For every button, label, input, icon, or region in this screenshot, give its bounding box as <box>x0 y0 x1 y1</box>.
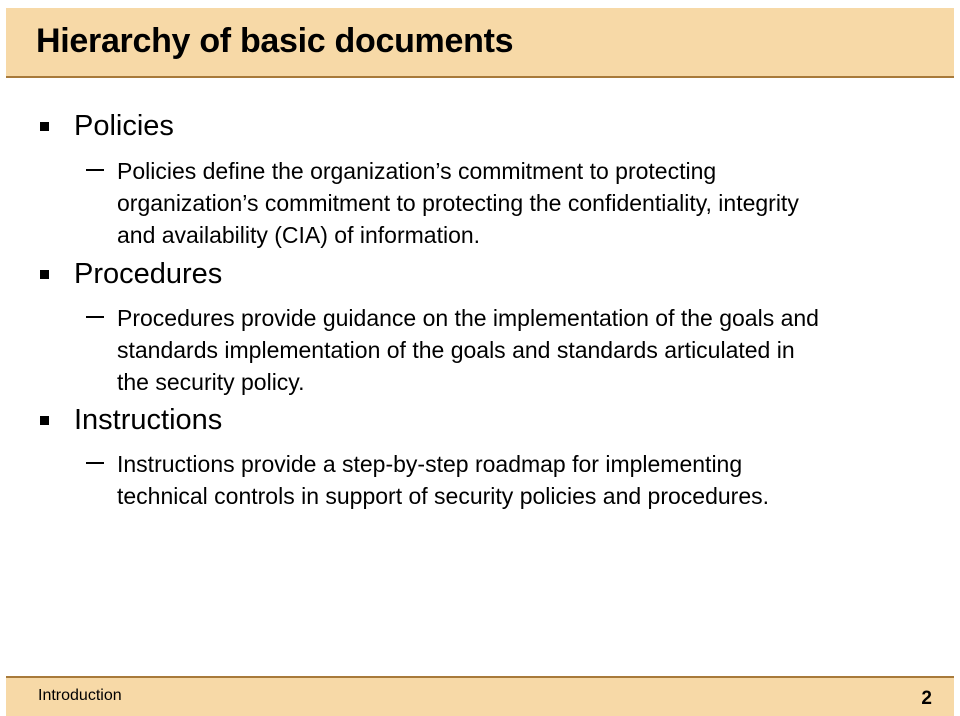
dash-icon <box>86 169 104 171</box>
procedures-line-1: Procedures provide guidance on the implementation of the goals and <box>117 305 819 331</box>
instructions-line-2: technical controls in support of security policies and procedures. <box>117 483 770 509</box>
policies-line-2: organization’s commitment to protecting the confidentiality, integrity <box>117 190 799 216</box>
square-bullet-icon <box>40 416 49 425</box>
bullet-policies <box>40 110 174 143</box>
policies-line-1: Policies define the organization’s commitment to protecting <box>117 158 717 184</box>
slide-title: Hierarchy of basic documents <box>36 22 514 60</box>
square-bullet-icon <box>40 270 49 279</box>
footer-label: Introduction <box>38 687 122 704</box>
procedures-line-2: standards implementation of the goals and standards articulated in <box>117 337 795 363</box>
square-bullet-icon <box>40 122 49 131</box>
procedures-line-3: the security policy. <box>117 369 305 395</box>
policies-line-3: and availability (CIA) of information. <box>117 222 481 248</box>
bullet-instructions <box>40 404 222 437</box>
dash-icon <box>86 316 104 318</box>
footer-bar <box>6 676 954 716</box>
bullet-procedures <box>40 258 222 291</box>
instructions-line-1: Instructions provide a step-by-step roadmap for implementing <box>117 451 743 477</box>
dash-icon <box>86 462 104 464</box>
page-number: 2 <box>921 688 932 709</box>
title-bar <box>6 8 954 78</box>
bullet-label-policies: Policies <box>74 110 174 142</box>
bullet-label-procedures: Procedures <box>74 258 223 290</box>
bullet-label-instructions: Instructions <box>74 404 223 436</box>
